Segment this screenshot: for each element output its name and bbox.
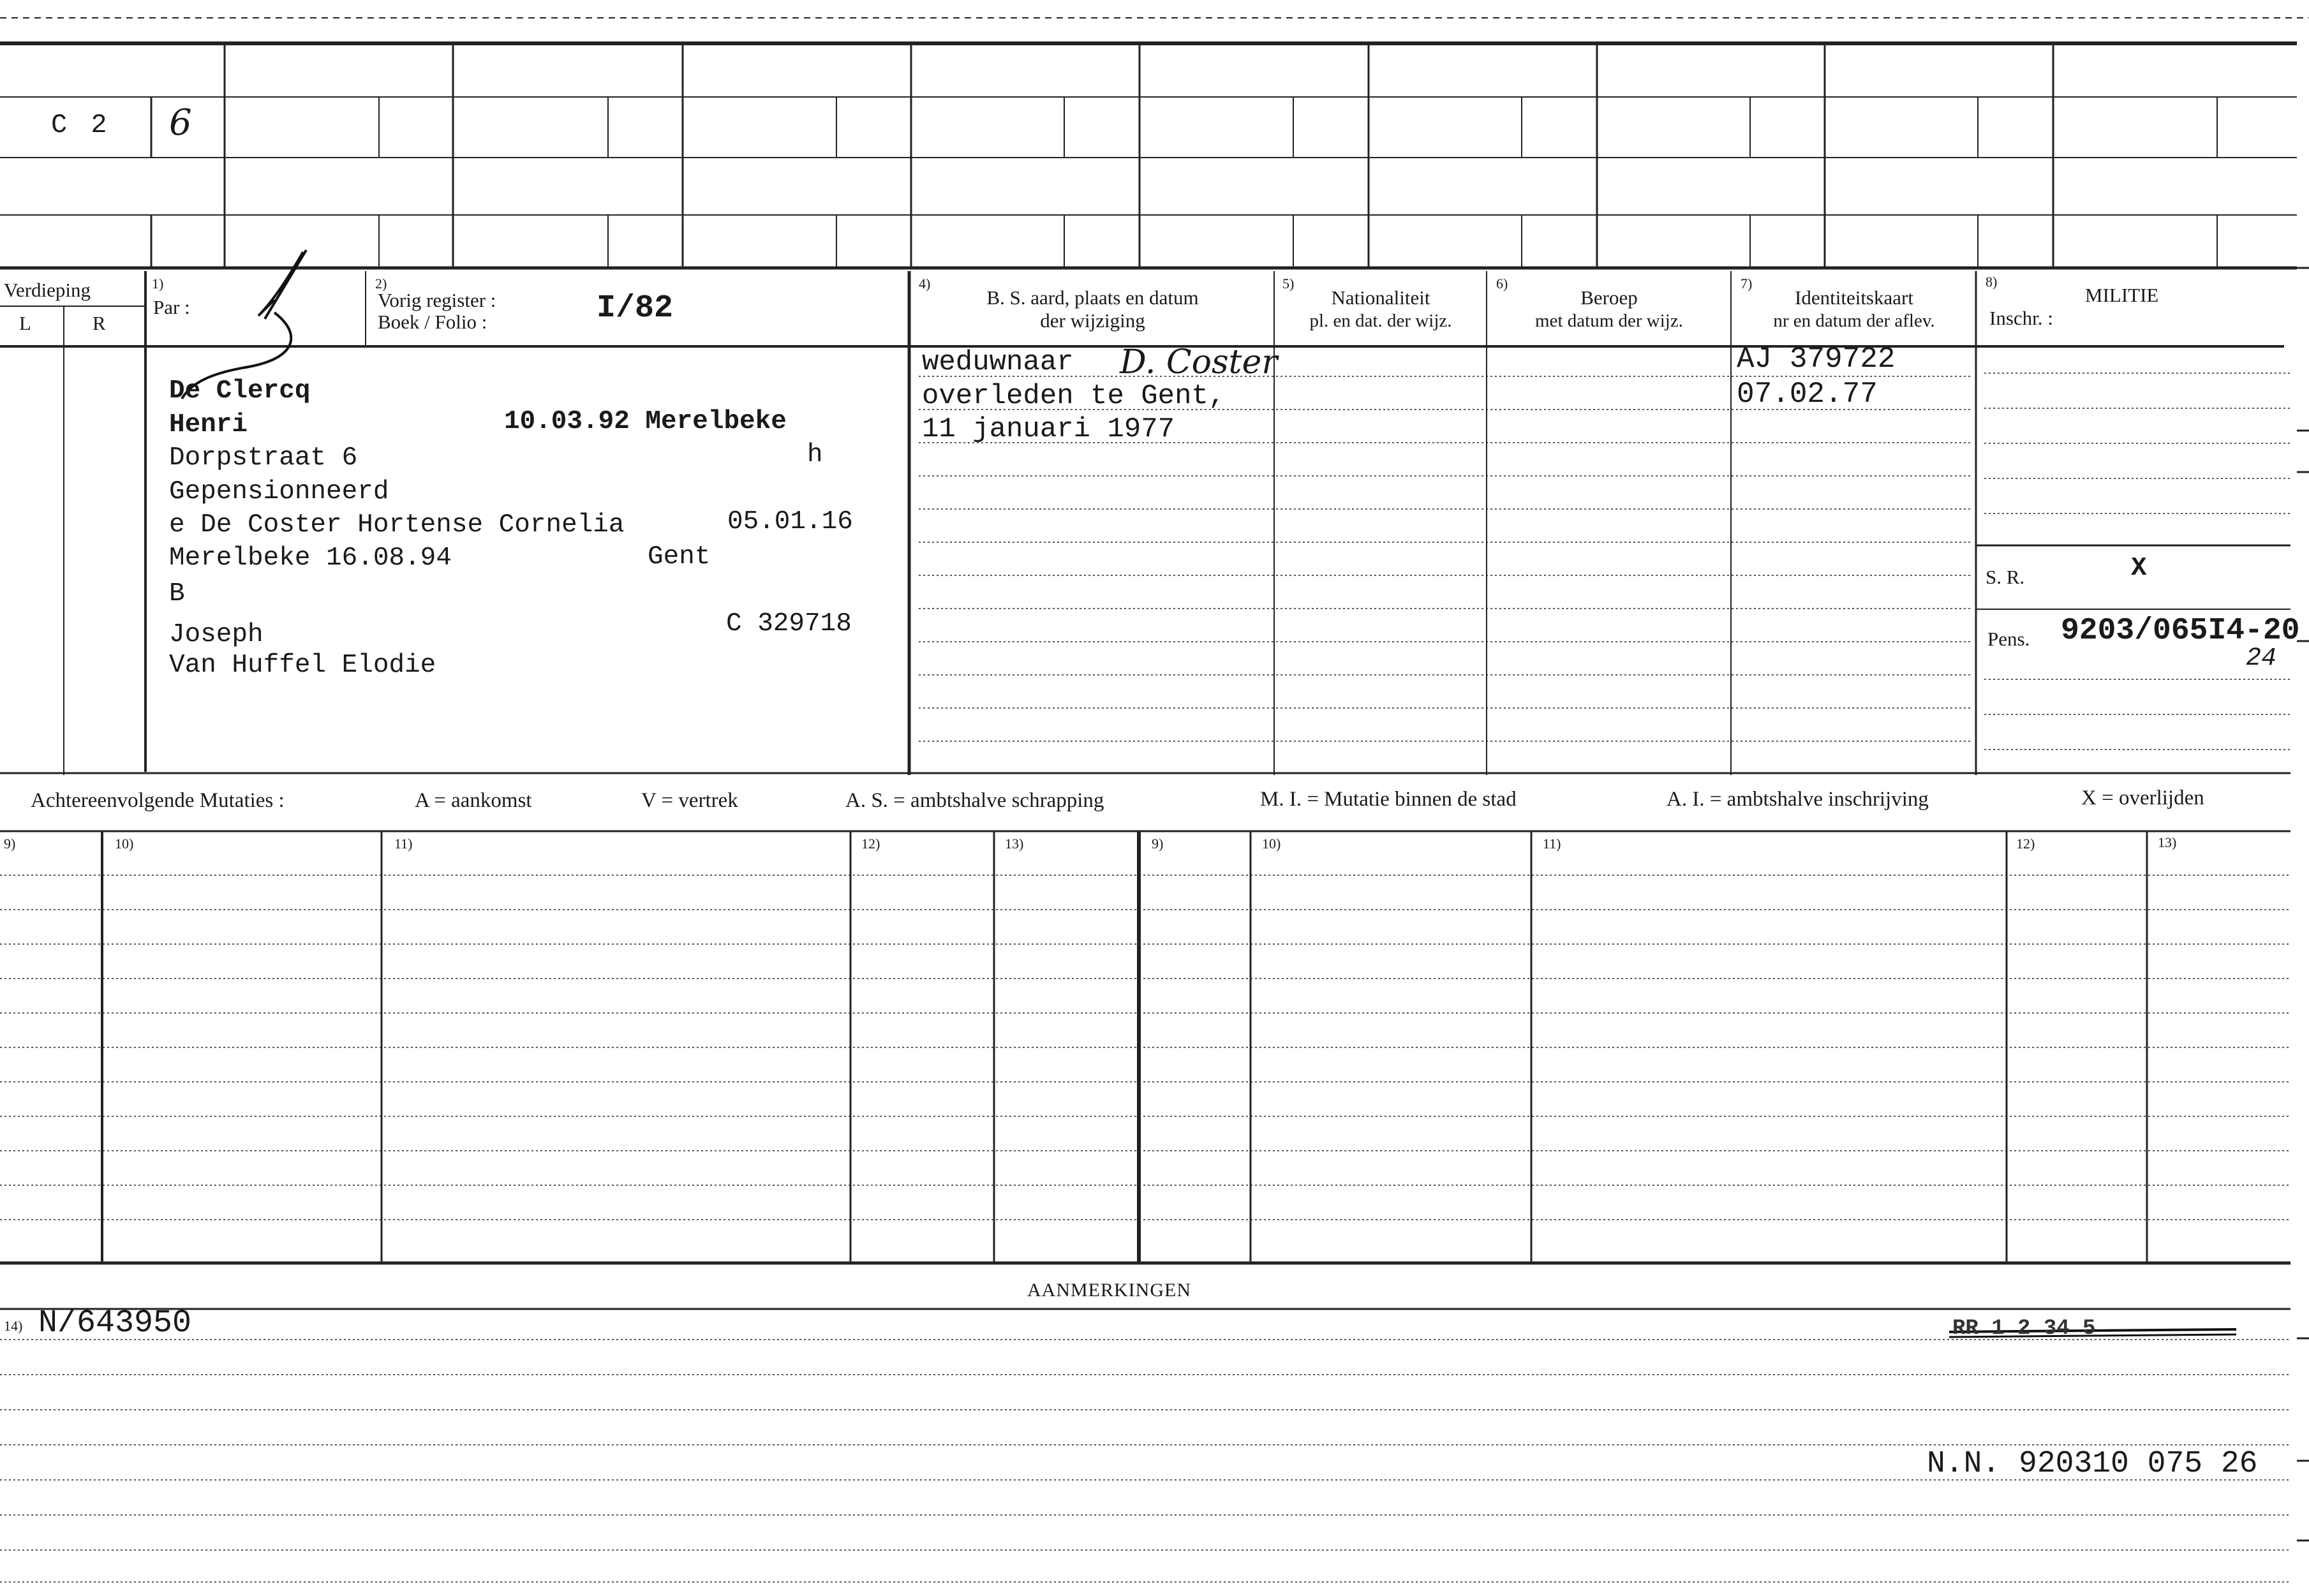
nat-line1: Nationaliteit [1331,286,1430,309]
militie-number: 8) [1986,274,1998,290]
person-firstname: Henri [169,410,248,440]
par-number: 1) [152,276,164,292]
remarks-title: AANMERKINGEN [1027,1280,1191,1301]
mutation-col-label: 10) [115,836,134,852]
nat-line2: pl. en dat. der wijz. [1309,311,1452,331]
person-father: Joseph [169,620,264,649]
beroep-line2: met datum der wijz. [1535,311,1683,331]
right-header: R [93,312,106,334]
id-line2: nr en datum der aflev. [1773,311,1935,331]
person-birth: 10.03.92 Merelbeke [504,407,787,436]
vorig-label: Vorig register : [378,289,496,311]
grid-number: 6 [169,102,192,144]
beroep-number: 6) [1496,276,1508,292]
left-header: L [19,312,31,334]
militie-inschr: Inschr. : [1989,307,2053,329]
remarks-struck-value: RR 1 2 34 5 [1952,1317,2096,1341]
id-entry-1: AJ 379722 [1737,343,1896,376]
person-marriage: Merelbeke 16.08.94 [169,543,452,573]
id-line1: Identiteitskaart [1795,286,1913,309]
bs-line1: B. S. aard, plaats en datum [986,286,1199,309]
mutation-col-label: 13) [1005,836,1024,852]
mutation-col-label: 9) [4,836,16,852]
id-entry-2: 07.02.77 [1737,378,1878,411]
sr-label: S. R. [1986,566,2025,588]
mutation-col-label: 13) [2158,834,2177,850]
person-status: B [169,579,185,609]
bs-line2: der wijziging [1040,309,1145,332]
legend-item: A. I. = ambtshalve inschrijving [1667,788,1929,811]
id-number: 7) [1741,276,1753,292]
person-street: Dorpstraat 6 [169,443,358,473]
pens-label: Pens. [1987,628,2030,650]
bs-entry-handwritten: D. Coster [1120,343,1278,381]
person-spouse: e De Coster Hortense Cornelia [169,510,625,540]
verdieping-header: Verdieping [4,279,91,301]
pens-value: 9203/065I4-20 [2061,614,2300,648]
legend-item: X = overlijden [2081,787,2204,809]
bs-number: 4) [919,276,931,292]
legend-title: Achtereenvolgende Mutaties : [31,789,285,812]
person-mother: Van Huffel Elodie [169,651,436,680]
person-id-card: C 329718 [726,609,852,639]
vorig-number: 2) [375,276,387,292]
mutation-col-label: 11) [394,836,413,852]
par-label: Par : [153,296,190,318]
national-number: N.N. 920310 075 26 [1927,1447,2258,1481]
person-marriage-place: Gent [648,542,711,572]
pens-extra: 24 [2246,644,2277,673]
bs-entry-3: 11 januari 1977 [922,413,1175,445]
mutation-col-label: 12) [2016,836,2035,852]
sr-value: X [2131,554,2147,583]
remarks-number: 14) [4,1318,23,1334]
legend-item: M. I. = Mutatie binnen de stad [1260,788,1517,811]
person-surname: De Clercq [169,376,311,406]
person-spouse-birth: 05.01.16 [727,507,853,536]
militie-title: MILITIE [2085,284,2159,306]
mutation-col-label: 12) [861,836,880,852]
mutation-col-label: 10) [1262,836,1281,852]
mutation-col-label: 11) [1543,836,1561,852]
nat-number: 5) [1282,276,1295,292]
beroep-line1: Beroep [1580,286,1638,309]
legend-item: V = vertrek [641,789,738,812]
legend-item: A. S. = ambtshalve schrapping [845,789,1104,812]
mutation-col-label: 9) [1152,836,1164,852]
legend-item: A = aankomst [415,789,532,812]
person-sex: h [807,440,823,469]
person-occupation: Gepensionneerd [169,477,389,506]
bs-entry-2: overleden te Gent, [922,380,1226,412]
vorig-value: I/82 [597,290,674,327]
grid-code: C 2 [51,110,111,140]
remarks-value: N/643950 [38,1305,192,1341]
bs-entry-1: weduwnaar [922,346,1074,378]
boek-label: Boek / Folio : [378,311,487,333]
